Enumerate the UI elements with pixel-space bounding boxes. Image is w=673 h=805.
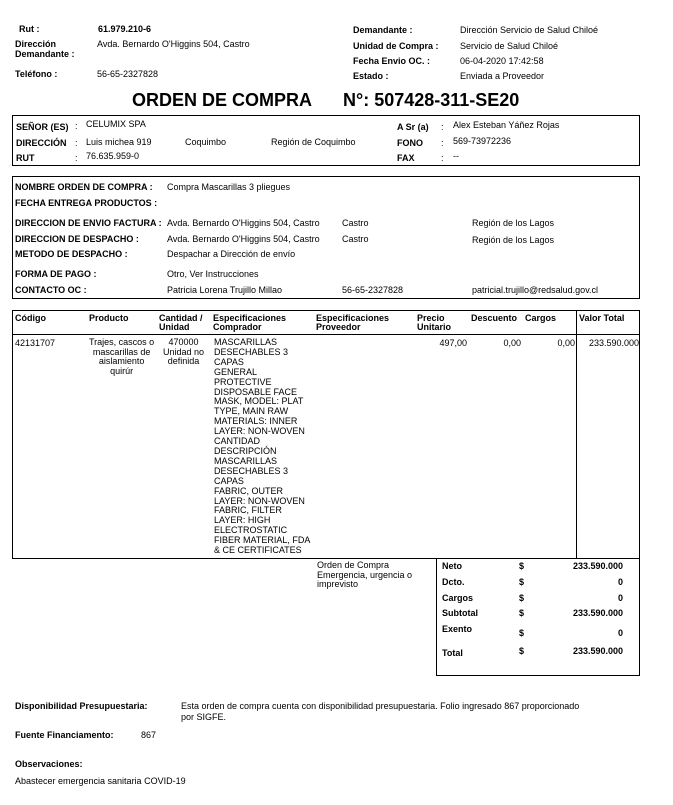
row-valor-total: 233.590.000 bbox=[588, 338, 639, 348]
especificacion-line: FIBER MATERIAL, FDA bbox=[214, 535, 311, 546]
exento-label: Exento bbox=[442, 624, 473, 634]
direccion-label: DIRECCIÓN bbox=[16, 138, 67, 148]
especificacion-line: LAYER: NON-WOVEN bbox=[214, 426, 305, 437]
asr-label: A Sr (a) bbox=[397, 122, 429, 132]
despacho-ciudad: Castro bbox=[342, 234, 369, 244]
especificacion-line: DISPOSABLE FACE bbox=[214, 386, 298, 397]
cargos-label: Cargos bbox=[442, 593, 474, 603]
despacho-label: DIRECCION DE DESPACHO : bbox=[15, 234, 139, 244]
especificacion-line: FABRIC, OUTER bbox=[214, 485, 284, 496]
region-value: Región de Coquimbo bbox=[271, 137, 356, 147]
asr-value: Alex Esteban Yáñez Rojas bbox=[453, 120, 560, 130]
disponibilidad-label: Disponibilidad Presupuestaria: bbox=[15, 701, 148, 711]
title-numero: N°: 507428-311-SE20 bbox=[343, 90, 520, 110]
currency-symbol: $ bbox=[519, 628, 525, 638]
cantidad-line: definida bbox=[167, 356, 200, 367]
producto-line: Trajes, cascos o bbox=[89, 337, 155, 347]
especificacion-line: TYPE, MAIN RAW bbox=[214, 406, 289, 417]
especificacion-line: MASCARILLAS bbox=[214, 337, 278, 347]
fuente-label: Fuente Financiamento: bbox=[15, 730, 114, 740]
colon: : bbox=[75, 138, 78, 148]
senor-label: SEÑOR (ES) bbox=[16, 122, 69, 132]
telefono-label: Teléfono : bbox=[15, 69, 58, 79]
contacto-fono: 56-65-2327828 bbox=[342, 285, 404, 295]
currency-symbol: $ bbox=[519, 646, 525, 656]
unidad-label: Unidad de Compra : bbox=[353, 41, 439, 51]
orden-box bbox=[12, 176, 640, 299]
fecha-envio-value: 06-04-2020 17:42:58 bbox=[460, 56, 544, 66]
contacto-email: patricial.trujillo@redsalud.gov.cl bbox=[472, 285, 599, 295]
disponibilidad-value-2: por SIGFE. bbox=[181, 712, 227, 722]
direccion-value: Luis michea 919 bbox=[86, 137, 152, 147]
fecha-entrega-label: FECHA ENTREGA PRODUCTOS : bbox=[15, 198, 158, 208]
ciudad-value: Coquimbo bbox=[185, 137, 227, 147]
especificacion-line: MASK, MODEL: PLAT bbox=[214, 396, 304, 407]
especificacion-line: CAPAS bbox=[214, 356, 244, 367]
especificacion-line: CAPAS bbox=[214, 475, 244, 486]
observaciones-label: Observaciones: bbox=[15, 759, 83, 769]
fecha-envio-label: Fecha Envio OC. : bbox=[353, 56, 431, 66]
cargos-value: 0 bbox=[617, 593, 623, 603]
producto-line: quirúr bbox=[110, 365, 134, 376]
rut-prov-label: RUT bbox=[16, 153, 35, 163]
especificacion-line: & CE CERTIFICATES bbox=[214, 545, 302, 556]
contacto-nombre: Patricia Lorena Trujillo Millao bbox=[167, 285, 283, 295]
envio-factura-value: Avda. Bernardo O'Higgins 504, Castro bbox=[167, 218, 320, 228]
envio-factura-ciudad: Castro bbox=[342, 218, 369, 228]
currency-symbol: $ bbox=[519, 577, 525, 587]
rut-label: Rut : bbox=[19, 24, 40, 34]
header-valor-total: Valor Total bbox=[579, 313, 625, 323]
dcto-label: Dcto. bbox=[442, 577, 465, 587]
row-cantidad bbox=[163, 338, 204, 367]
total-label: Total bbox=[442, 648, 463, 658]
colon: : bbox=[441, 153, 444, 163]
metodo-value: Despachar a Dirección de envío bbox=[167, 249, 296, 259]
unidad-value: Servicio de Salud Chiloé bbox=[460, 41, 559, 51]
envio-factura-label: DIRECCION DE ENVIO FACTURA : bbox=[15, 218, 162, 228]
demandante-label: Demandante : bbox=[353, 25, 413, 35]
table-header-divider bbox=[13, 334, 639, 335]
especificacion-line: DESECHABLES 3 bbox=[214, 465, 289, 476]
observaciones-value: Abastecer emergencia sanitaria COVID-19 bbox=[15, 776, 186, 786]
producto-line: mascarillas de bbox=[92, 346, 151, 357]
header-cantidad-1: Cantidad / bbox=[159, 313, 203, 323]
subtotal-value: 233.590.000 bbox=[572, 608, 623, 618]
disponibilidad-value-1: Esta orden de compra cuenta con disponibilidad presupuestaria. Folio ingresado 867 proporcionado bbox=[181, 701, 580, 711]
contacto-label: CONTACTO OC : bbox=[15, 285, 87, 295]
row-producto bbox=[89, 338, 154, 376]
subtotal-label: Subtotal bbox=[442, 608, 478, 618]
rut-prov-value: 76.635.959-0 bbox=[86, 151, 140, 161]
currency-symbol: $ bbox=[519, 608, 525, 618]
header-producto: Producto bbox=[89, 313, 129, 323]
fuente-value: 867 bbox=[141, 730, 157, 740]
colon: : bbox=[75, 153, 78, 163]
forma-pago-value: Otro, Ver Instrucciones bbox=[167, 269, 259, 279]
especificacion-line: LAYER: NON-WOVEN bbox=[214, 495, 305, 506]
title-orden: ORDEN DE COMPRA bbox=[132, 90, 313, 110]
row-descuento: 0,00 bbox=[503, 338, 521, 348]
forma-pago-label: FORMA DE PAGO : bbox=[15, 269, 97, 279]
especificacion-line: FABRIC, FILTER bbox=[214, 505, 282, 516]
especificacion-line: PROTECTIVE bbox=[214, 376, 272, 387]
despacho-region: Región de los Lagos bbox=[472, 235, 555, 245]
header-descuento: Descuento bbox=[471, 313, 518, 323]
especificacion-line: MATERIALS: INNER bbox=[214, 416, 298, 427]
nota-line: Emergencia, urgencia o bbox=[317, 569, 413, 580]
currency-symbol: $ bbox=[519, 561, 525, 571]
especificacion-line: DESCRIPCIÓN bbox=[214, 445, 277, 456]
estado-label: Estado : bbox=[353, 71, 389, 81]
total-value: 233.590.000 bbox=[572, 646, 623, 656]
neto-label: Neto bbox=[442, 561, 462, 571]
nombre-orden-label: NOMBRE ORDEN DE COMPRA : bbox=[15, 182, 153, 192]
header-cargos: Cargos bbox=[525, 313, 557, 323]
nota-line: imprevisto bbox=[317, 579, 359, 590]
dir-demandante-value: Avda. Bernardo O'Higgins 504, Castro bbox=[97, 39, 250, 49]
exento-value: 0 bbox=[617, 628, 623, 638]
header-esp-comp-1: Especificaciones bbox=[213, 313, 287, 323]
especificacion-line: ELECTROSTATIC bbox=[214, 525, 288, 536]
fax-value: -- bbox=[453, 151, 459, 161]
colon: : bbox=[441, 138, 444, 148]
row-precio: 497,00 bbox=[439, 338, 467, 348]
row-codigo: 42131707 bbox=[15, 338, 56, 348]
cantidad-line: Unidad no bbox=[163, 346, 205, 357]
especificacion-line: DESECHABLES 3 bbox=[214, 346, 289, 357]
especificacion-line: LAYER: HIGH bbox=[214, 515, 271, 526]
colon: : bbox=[75, 121, 78, 131]
nota-line: Orden de Compra bbox=[317, 560, 390, 570]
fax-label: FAX bbox=[397, 153, 415, 163]
especificacion-line: MASCARILLAS bbox=[214, 455, 278, 466]
header-esp-prov-1: Especificaciones bbox=[316, 313, 390, 323]
despacho-value: Avda. Bernardo O'Higgins 504, Castro bbox=[167, 234, 320, 244]
producto-line: aislamiento bbox=[98, 356, 145, 367]
totals-nota bbox=[317, 561, 412, 590]
header-precio-1: Precio bbox=[417, 313, 445, 323]
especificacion-line: GENERAL bbox=[214, 366, 258, 377]
product-table bbox=[12, 310, 640, 559]
rut-value: 61.979.210-6 bbox=[98, 24, 152, 34]
estado-value: Enviada a Proveedor bbox=[460, 71, 545, 81]
row-cargos: 0,00 bbox=[557, 338, 575, 348]
header-codigo: Código bbox=[15, 313, 46, 323]
fono-label: FONO bbox=[397, 138, 423, 148]
header-cantidad-2: Unidad bbox=[159, 322, 190, 332]
header-esp-prov-2: Proveedor bbox=[316, 322, 361, 332]
cantidad-line: 470000 bbox=[168, 337, 199, 347]
especificacion-line: CANTIDAD bbox=[214, 436, 261, 447]
neto-value: 233.590.000 bbox=[572, 561, 623, 571]
dir-demandante-label-2: Demandante : bbox=[15, 49, 75, 59]
header-esp-comp-2: Comprador bbox=[213, 322, 262, 332]
header-precio-2: Unitario bbox=[417, 322, 452, 332]
currency-symbol: $ bbox=[519, 593, 525, 603]
nombre-orden-value: Compra Mascarillas 3 pliegues bbox=[167, 182, 291, 192]
dcto-value: 0 bbox=[617, 577, 623, 587]
envio-factura-region: Región de los Lagos bbox=[472, 218, 555, 228]
row-especificaciones bbox=[214, 338, 310, 556]
demandante-value: Dirección Servicio de Salud Chiloé bbox=[460, 25, 599, 35]
dir-demandante-label-1: Dirección bbox=[15, 39, 57, 49]
senor-value: CELUMIX SPA bbox=[86, 119, 146, 129]
fono-value: 569-73972236 bbox=[453, 136, 512, 146]
metodo-label: METODO DE DESPACHO : bbox=[15, 249, 128, 259]
telefono-value: 56-65-2327828 bbox=[97, 69, 159, 79]
totals-box bbox=[436, 558, 640, 676]
proveedor-box bbox=[12, 115, 640, 166]
valor-total-divider bbox=[576, 311, 577, 558]
colon: : bbox=[441, 122, 444, 132]
